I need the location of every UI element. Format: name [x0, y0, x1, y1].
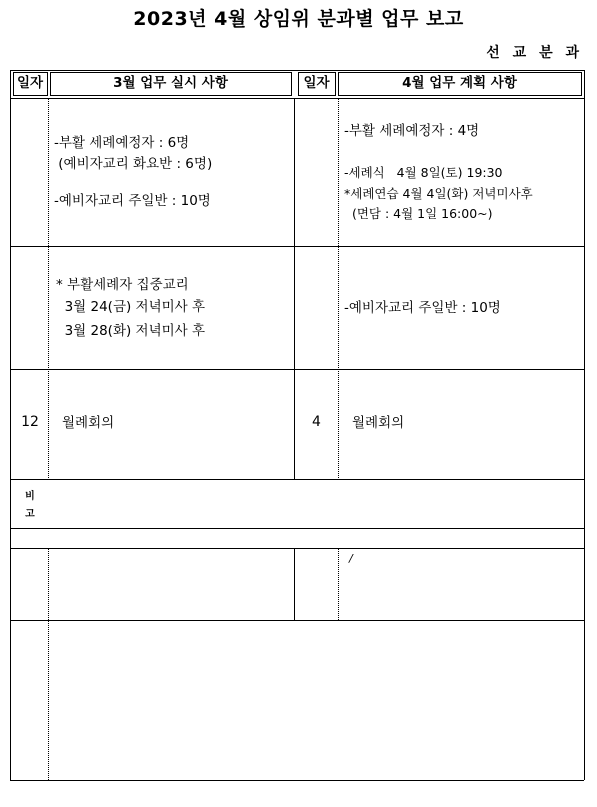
- remarks-label-2: 고: [25, 509, 35, 520]
- department-name: 선 교 분 과: [486, 45, 583, 61]
- row1-left-line1: -부활 세례예정자 : 6명: [54, 135, 190, 151]
- header-date-left: 일자: [16, 75, 44, 91]
- row1-right-line1: -부활 세례예정자 : 4명: [344, 123, 480, 139]
- row1-right-line3: *세례연습 4월 4일(화) 저녁미사후: [344, 186, 533, 201]
- row2-left-line3: 3월 28(화) 저녁미사 후: [56, 323, 206, 339]
- header-april-plan: 4월 업무 계획 사항: [402, 75, 517, 91]
- remarks-label-1: 비: [25, 491, 35, 502]
- row2-left-line2: 3월 24(금) 저녁미사 후: [56, 299, 206, 315]
- header-date-right: 일자: [303, 75, 330, 91]
- row1-right-line4: (면담 : 4월 1일 16:00~): [344, 206, 493, 221]
- row2-right-line1: -예비자교리 주일반 : 10명: [344, 300, 501, 316]
- row1-right-line2: -세례식 4월 8일(토) 19:30: [344, 165, 503, 180]
- header-march-done: 3월 업무 실시 사항: [113, 75, 228, 91]
- row3-left-line1: 월례회의: [62, 415, 115, 431]
- row1-left-line3: -예비자교리 주일반 : 10명: [54, 193, 211, 209]
- row3-right-date: 4: [312, 414, 321, 430]
- stray-mark: /: [349, 552, 353, 565]
- row2-left-line1: * 부활세례자 집중교리: [56, 277, 189, 293]
- row3-right-line1: 월례회의: [352, 415, 405, 431]
- row3-left-date: 12: [21, 414, 39, 430]
- report-title: 2023년 4월 상임위 분과별 업무 보고: [133, 8, 464, 30]
- row1-left-line2: (예비자교리 화요반 : 6명): [54, 156, 213, 172]
